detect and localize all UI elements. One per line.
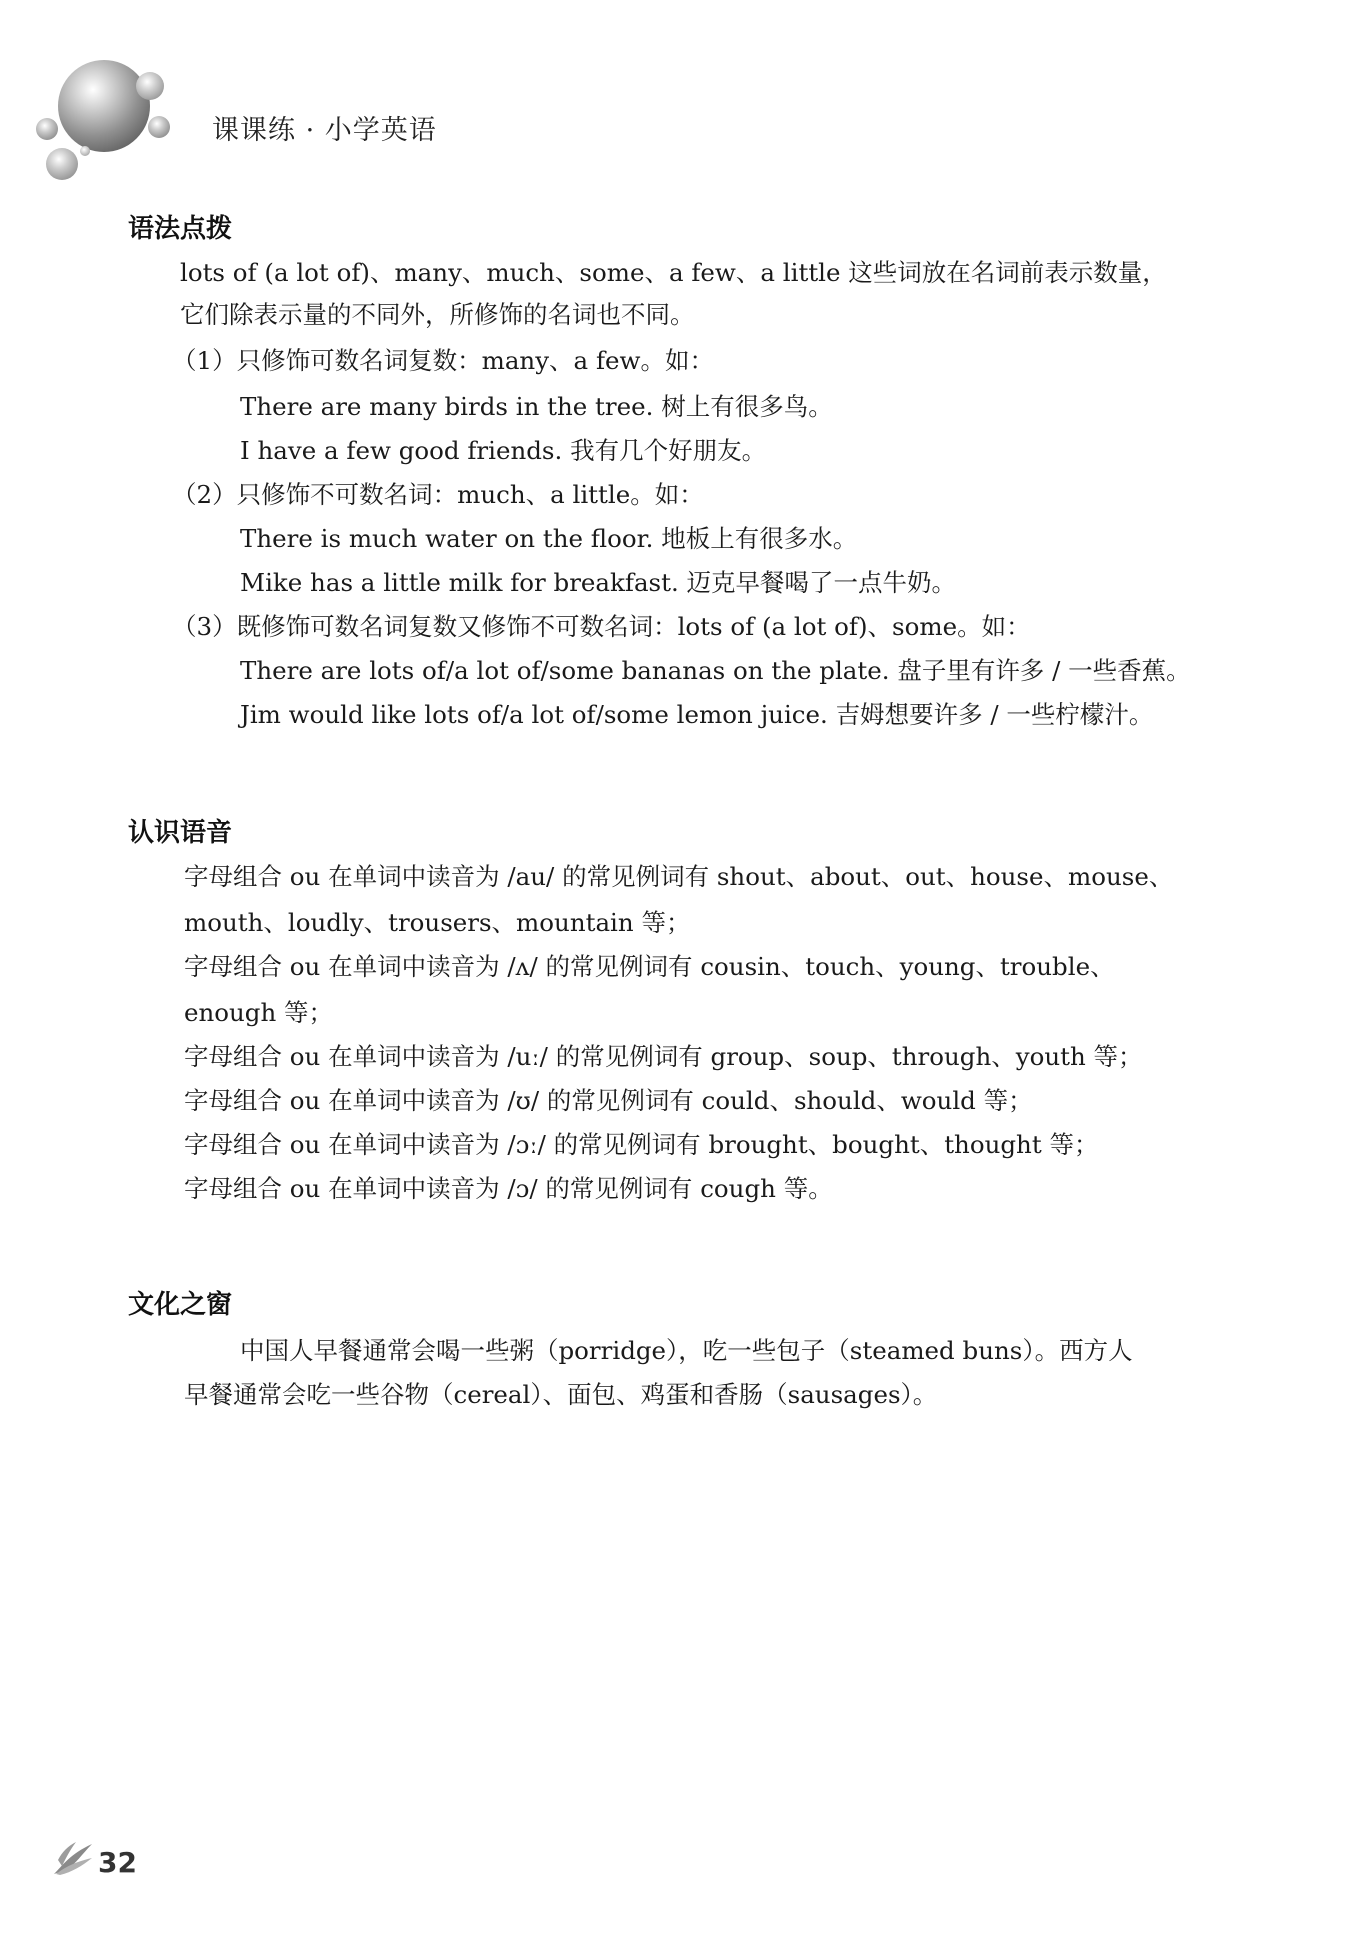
large-bubble-icon <box>58 60 150 152</box>
phonics-line: 字母组合 ou 在单词中读音为 /au/ 的常见例词有 shout、about、out、house、mouse、 <box>184 862 1174 891</box>
leaf-icon <box>52 1840 96 1876</box>
book-title: 课课练 · 小学英语 <box>212 115 437 146</box>
phonics-line: 字母组合 ou 在单词中读音为 /ʊ/ 的常见例词有 could、should、would 等； <box>184 1086 1033 1115</box>
small-bubble-icon <box>136 72 164 100</box>
grammar-example: There are many birds in the tree. 树上有很多鸟。 <box>240 392 833 421</box>
phonics-line: 字母组合 ou 在单词中读音为 /ʌ/ 的常见例词有 cousin、touch、young、trouble、 <box>184 952 1115 981</box>
grammar-example: Jim would like lots of/a lot of/some lemon juice. 吉姆想要许多 / 一些柠檬汁。 <box>240 700 1154 729</box>
phonics-line: 字母组合 ou 在单词中读音为 /uː/ 的常见例词有 group、soup、through、youth 等； <box>184 1042 1143 1071</box>
phonics-line: 字母组合 ou 在单词中读音为 /ɔː/ 的常见例词有 brought、bought、thought 等； <box>184 1130 1099 1159</box>
culture-line: 中国人早餐通常会喝一些粥（porridge），吃一些包子（steamed buns）。西方人 <box>240 1336 1133 1365</box>
tiny-bubble-icon <box>80 146 90 156</box>
grammar-example: I have a few good friends. 我有几个好朋友。 <box>240 436 767 465</box>
phonics-line: mouth、loudly、trousers、mountain 等； <box>184 908 691 937</box>
grammar-section-title: 语法点拨 <box>128 214 233 244</box>
grammar-rule-heading: （1）只修饰可数名词复数：many、a few。如： <box>172 346 714 375</box>
grammar-intro-line: lots of (a lot of)、many、much、some、a few、a little 这些词放在名词前表示数量， <box>180 258 1167 287</box>
small-bubble-icon <box>46 148 78 180</box>
grammar-example: There is much water on the floor. 地板上有很多水。 <box>240 524 858 553</box>
small-bubble-icon <box>36 118 58 140</box>
culture-line: 早餐通常会吃一些谷物（cereal）、面包、鸡蛋和香肠（sausages）。 <box>184 1380 938 1409</box>
culture-section-title: 文化之窗 <box>128 1290 233 1320</box>
small-bubble-icon <box>148 116 170 138</box>
grammar-example: There are lots of/a lot of/some bananas on the plate. 盘子里有许多 / 一些香蕉。 <box>240 656 1191 685</box>
phonics-line: 字母组合 ou 在单词中读音为 /ɔ/ 的常见例词有 cough 等。 <box>184 1174 833 1203</box>
grammar-rule-heading: （3）既修饰可数名词复数又修饰不可数名词：lots of (a lot of)、some。如： <box>172 612 1031 641</box>
phonics-line: enough 等； <box>184 998 334 1027</box>
grammar-intro-line: 它们除表示量的不同外，所修饰的名词也不同。 <box>180 300 695 329</box>
grammar-example: Mike has a little milk for breakfast. 迈克早餐喝了一点牛奶。 <box>240 568 957 597</box>
grammar-rule-heading: （2）只修饰不可数名词：much、a little。如： <box>172 480 704 509</box>
phonics-section-title: 认识语音 <box>128 818 233 848</box>
page-number: 32 <box>98 1846 137 1879</box>
